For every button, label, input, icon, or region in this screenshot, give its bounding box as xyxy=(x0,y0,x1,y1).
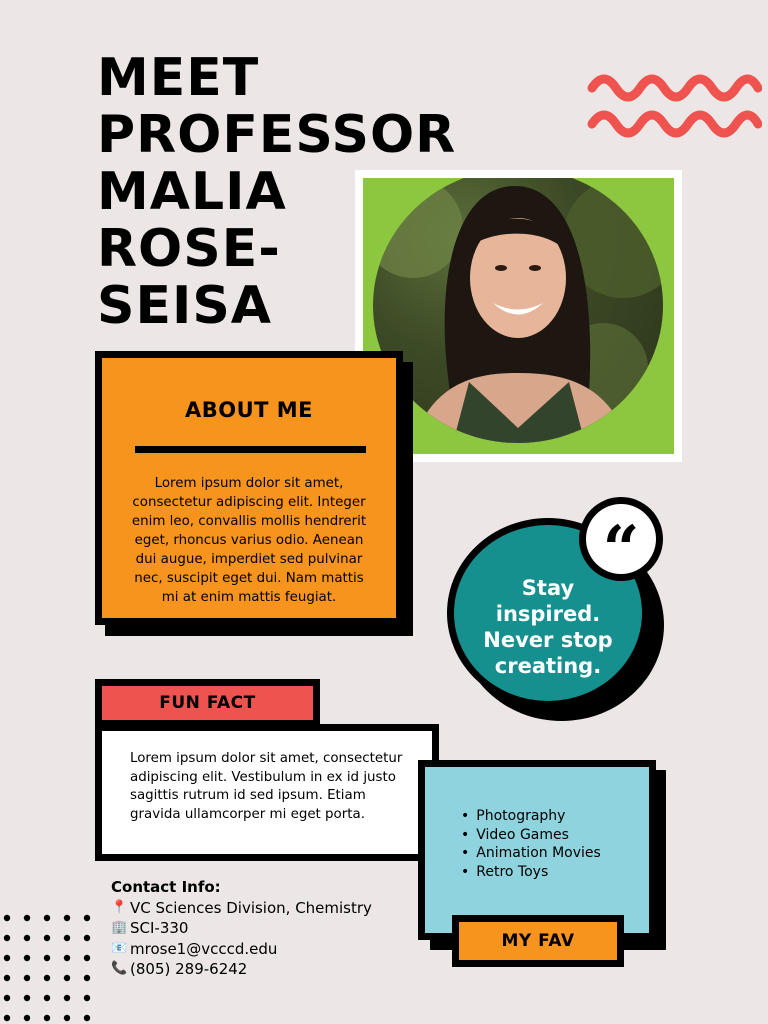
quote-badge xyxy=(579,497,663,587)
fun-fact-card xyxy=(95,724,439,861)
fun-fact-label xyxy=(95,679,320,726)
contact-email-link[interactable]: mrose1@vcccd.edu xyxy=(130,939,278,958)
pin-icon: 📍 xyxy=(111,899,128,915)
favorites-label xyxy=(452,915,624,967)
favorites-list xyxy=(461,807,601,881)
list-item: • Video Games xyxy=(461,826,601,845)
portrait-illustration xyxy=(373,178,663,443)
dot xyxy=(4,935,10,941)
dot xyxy=(64,995,70,1001)
profile-photo xyxy=(373,178,663,443)
dot xyxy=(24,975,30,981)
contact-row-email xyxy=(111,939,372,960)
favorites-heading: MY FAV xyxy=(459,922,617,960)
dot xyxy=(64,915,70,921)
dot xyxy=(44,935,50,941)
title-line: PROFESSOR xyxy=(97,105,457,165)
dot xyxy=(44,915,50,921)
title-line: MEET xyxy=(97,48,260,108)
dot xyxy=(4,1015,10,1021)
favorites-card xyxy=(418,760,656,940)
list-item: • Photography xyxy=(461,807,601,826)
dot xyxy=(64,935,70,941)
list-item: • Retro Toys xyxy=(461,863,601,882)
building-icon: 🏢 xyxy=(111,920,128,935)
dot xyxy=(64,975,70,981)
title-line: SEISA xyxy=(97,276,273,336)
about-heading: ABOUT ME xyxy=(184,398,314,422)
dot xyxy=(44,1015,50,1021)
dot xyxy=(24,915,30,921)
wave-decoration-icon xyxy=(586,66,762,140)
dot xyxy=(44,975,50,981)
dot xyxy=(4,975,10,981)
contact-row-location xyxy=(111,898,372,919)
contact-heading: Contact Info: xyxy=(111,878,221,896)
contact-phone-link[interactable]: (805) 289-6242 xyxy=(130,960,248,978)
dot xyxy=(84,935,90,941)
mail-icon: 📧 xyxy=(111,940,128,956)
dot xyxy=(44,995,50,1001)
contact-row-phone xyxy=(111,959,372,980)
contact-office: SCI-330 xyxy=(130,919,189,937)
about-card xyxy=(95,351,403,625)
dot xyxy=(24,995,30,1001)
dot xyxy=(64,955,70,961)
quote-badge-inner xyxy=(586,504,656,587)
dot xyxy=(64,1015,70,1021)
fun-fact-text: Lorem ipsum dolor sit amet, consectetur adipiscing elit. Vestibulum in ex id justo sagittis rutrum id sed ipsum. Etiam gravida ullamcorper mi eget porta. xyxy=(130,751,403,822)
dot xyxy=(4,915,10,921)
contact-info xyxy=(111,877,372,980)
dot xyxy=(84,955,90,961)
quote-text: Stay inspired. Never stop creating. xyxy=(483,576,613,678)
quote-mark-icon: “ xyxy=(602,512,640,587)
dot xyxy=(84,915,90,921)
dot xyxy=(24,935,30,941)
dot xyxy=(4,955,10,961)
dot xyxy=(84,975,90,981)
dot xyxy=(44,955,50,961)
dot xyxy=(84,1015,90,1021)
about-divider xyxy=(135,446,366,453)
contact-location: VC Sciences Division, Chemistry xyxy=(130,898,372,917)
about-text: Lorem ipsum dolor sit amet, consectetur adipiscing elit. Integer enim leo, convallis mollis hendrerit eget, rhoncus varius odio. Aenean dui augue, imperdiet sed pulvinar nec, suscipit eget dui. Nam mattis mi at enim mattis feugiat. xyxy=(131,476,367,605)
fun-fact-heading: FUN FACT xyxy=(102,686,313,720)
dot xyxy=(4,995,10,1001)
dots-decoration-icon xyxy=(0,910,100,1024)
list-item: • Animation Movies xyxy=(461,844,601,863)
dot xyxy=(24,1015,30,1021)
title-line: ROSE- xyxy=(97,219,281,279)
dot xyxy=(24,955,30,961)
phone-icon: 📞 xyxy=(111,961,128,976)
dot xyxy=(84,995,90,1001)
title-line: MALIA xyxy=(97,162,287,222)
contact-row-office xyxy=(111,918,372,939)
